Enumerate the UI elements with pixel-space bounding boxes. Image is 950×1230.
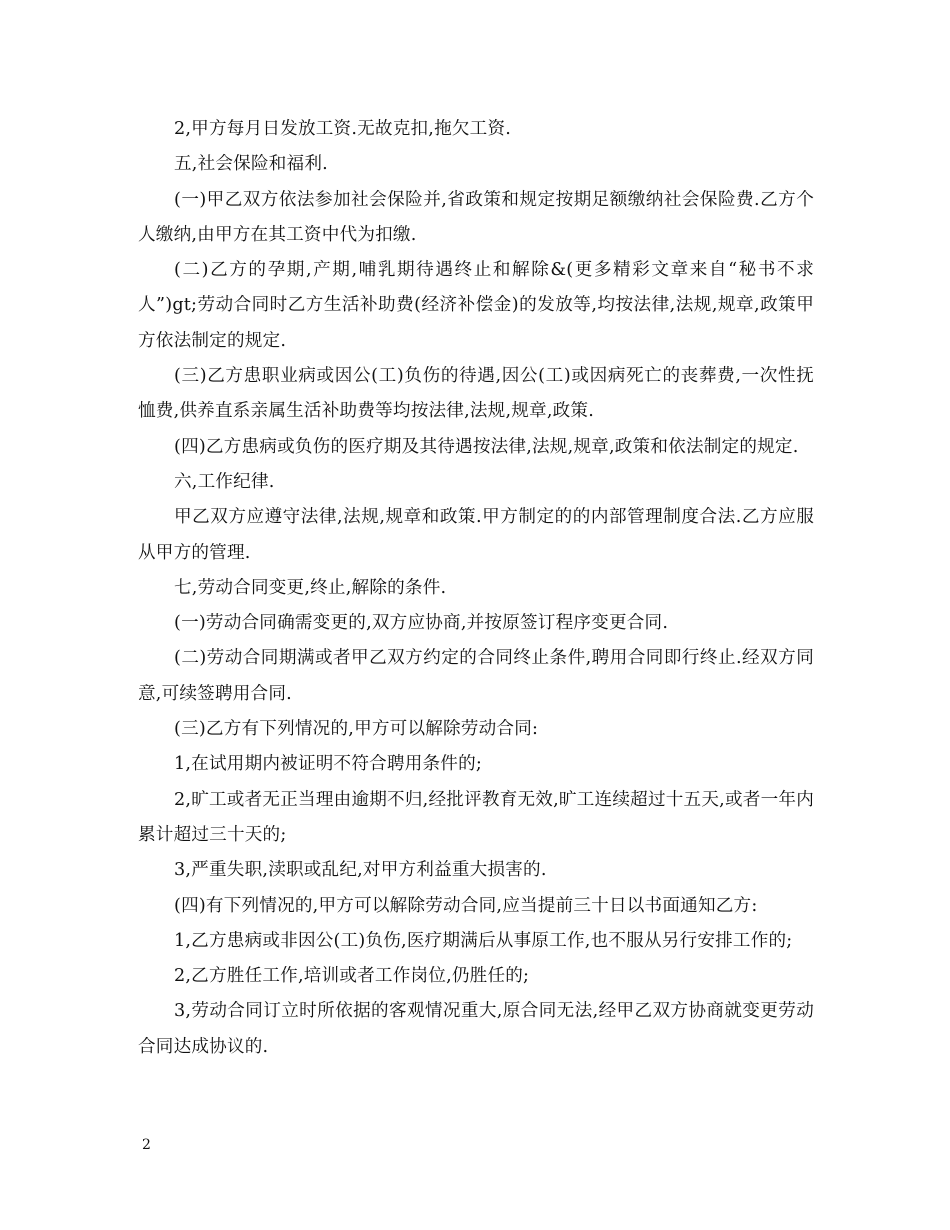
paragraph-salary-payment: 2,甲方每月日发放工资.无故克扣,拖欠工资. bbox=[174, 119, 512, 139]
paragraph-change-1: (一)劳动合同确需变更的,双方应协商,并按原签订程序变更合同. bbox=[174, 613, 669, 634]
list-item-termination-1: 1,在试用期内被证明不符合聘用条件的; bbox=[174, 754, 483, 775]
list-item-notice-2: 2,乙方胜任工作,培训或者工作岗位,仍胜任的; bbox=[174, 966, 530, 987]
list-item-notice-1: 1,乙方患病或非因公(工)负伤,医疗期满后从事原工作,也不服从另行安排工作的; bbox=[174, 930, 793, 951]
heading-contract-change: 七,劳动合同变更,终止,解除的条件. bbox=[174, 577, 447, 598]
paragraph-change-4: (四)有下列情况的,甲方可以解除劳动合同,应当提前三十日以书面通知乙方: bbox=[174, 895, 758, 916]
page-number: 2 bbox=[142, 1137, 151, 1153]
list-item-termination-2: 2,旷工或者无正当理由逾期不归,经批评教育无效,旷工连续超过十五天,或者一年内累计超过三十天的; bbox=[138, 789, 814, 845]
paragraph-insurance-1: (一)甲乙双方依法参加社会保险并,省政策和规定按期足额缴纳社会保险费.乙方个人缴纳,由甲方在其工资中代为扣缴. bbox=[138, 189, 814, 245]
list-item-notice-3: 3,劳动合同订立时所依据的客观情况重大,原合同无法,经甲乙双方协商就变更劳动合同达成协议的. bbox=[138, 1001, 814, 1057]
paragraph-insurance-3: (三)乙方患职业病或因公(工)负伤的待遇,因公(工)或因病死亡的丧葬费,一次性抚恤费,供养直系亲属生活补助费等均按法律,法规,规章,政策. bbox=[138, 366, 814, 422]
paragraph-change-2: (二)劳动合同期满或者甲乙双方约定的合同终止条件,聘用合同即行终止.经双方同意,可续签聘用合同. bbox=[138, 648, 814, 704]
paragraph-insurance-4: (四)乙方患病或负伤的医疗期及其待遇按法律,法规,规章,政策和依法制定的规定. bbox=[174, 436, 799, 457]
document-body bbox=[138, 112, 814, 1065]
list-item-termination-3: 3,严重失职,渎职或乱纪,对甲方利益重大损害的. bbox=[174, 860, 547, 881]
heading-social-insurance: 五,社会保险和福利. bbox=[174, 154, 328, 175]
paragraph-discipline: 甲乙双方应遵守法律,法规,规章和政策.甲方制定的的内部管理制度合法.乙方应服从甲方的管理. bbox=[138, 507, 814, 563]
paragraph-insurance-2: (二)乙方的孕期,产期,哺乳期待遇终止和解除&(更多精彩文章来自“秘书不求人”)gt;劳动合同时乙方生活补助费(经济补偿金)的发放等,均按法律,法规,规章,政策甲方依法制定的规定. bbox=[138, 260, 814, 351]
paragraph-change-3: (三)乙方有下列情况的,甲方可以解除劳动合同: bbox=[174, 719, 539, 740]
heading-work-discipline: 六,工作纪律. bbox=[174, 471, 275, 492]
